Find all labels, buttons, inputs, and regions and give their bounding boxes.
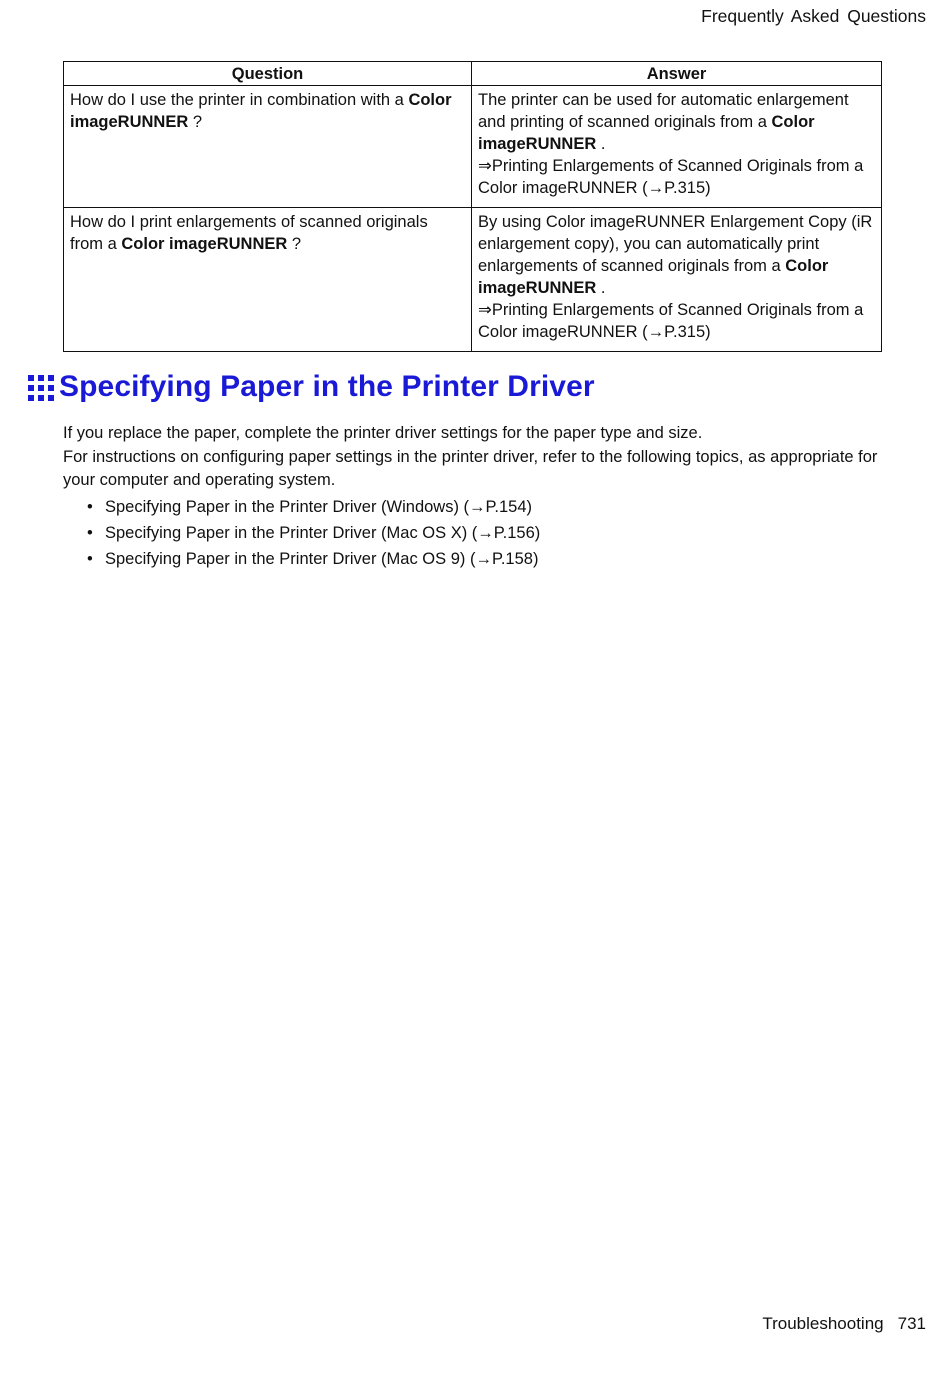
question-product-name: Color imageRUNNER (121, 235, 288, 253)
column-header-question: Question (64, 62, 472, 86)
page-number: 731 (897, 1314, 926, 1333)
list-item[interactable] (87, 546, 540, 572)
answer-text: The printer can be used for automatic enlargement and printing of scanned originals from a (478, 91, 849, 131)
bullet-icon: • (87, 524, 93, 542)
grid-icon (28, 375, 54, 401)
question-text: How do I use the printer in combination with a (70, 91, 409, 109)
reference-link-text: Printing Enlargements of Scanned Originals from a Color imageRUNNER (478, 301, 864, 341)
table-row (64, 208, 882, 352)
topic-link[interactable]: Specifying Paper in the Printer Driver (Windows) (→P.154) (105, 498, 533, 516)
answer-cell (472, 86, 882, 208)
answer-product-name: Color imageRUNNER (478, 257, 829, 297)
reference-page: (→P.315) (642, 323, 711, 341)
column-header-answer: Answer (472, 62, 882, 86)
bullet-icon: • (87, 550, 93, 568)
reference-link[interactable] (478, 301, 863, 341)
answer-cell (472, 208, 882, 352)
table-row (64, 86, 882, 208)
section-body (63, 422, 893, 493)
reference-page: (→P.315) (642, 179, 711, 197)
reference-arrow-icon: ⇒ (478, 157, 492, 175)
table-header-row (64, 62, 882, 86)
question-cell (64, 208, 472, 352)
answer-text: By using Color imageRUNNER Enlargement Copy (iR enlargement copy), you can automatically print enlargements of scanned originals from a (478, 213, 873, 275)
answer-end: . (596, 135, 606, 153)
running-footer (762, 1314, 926, 1334)
reference-link-text: Printing Enlargements of Scanned Originals from a Color imageRUNNER (478, 157, 864, 197)
instructions-paragraph: For instructions on configuring paper settings in the printer driver, refer to the following topics, as appropriate for your computer and operating system. (63, 447, 878, 489)
list-item[interactable] (87, 494, 540, 520)
running-header: Frequently Asked Questions (701, 6, 926, 26)
reference-arrow-icon: ⇒ (478, 301, 492, 319)
reference-link[interactable] (478, 157, 863, 197)
footer-section-name: Troubleshooting (762, 1314, 884, 1333)
topic-list (87, 494, 540, 572)
intro-paragraph: If you replace the paper, complete the printer driver settings for the paper type and size. (63, 424, 703, 442)
section-heading (28, 370, 595, 404)
list-item[interactable] (87, 520, 540, 546)
question-cell (64, 86, 472, 208)
answer-end: . (596, 279, 606, 297)
bullet-icon: • (87, 498, 93, 516)
question-end: ? (188, 113, 203, 131)
topic-link[interactable]: Specifying Paper in the Printer Driver (Mac OS 9) (→P.158) (105, 550, 539, 568)
answer-product-name: Color imageRUNNER (478, 113, 815, 153)
section-title: Specifying Paper in the Printer Driver (59, 370, 595, 403)
faq-table (63, 61, 882, 352)
question-end: ? (287, 235, 302, 253)
question-product-name: Color imageRUNNER (70, 91, 452, 131)
topic-link[interactable]: Specifying Paper in the Printer Driver (Mac OS X) (→P.156) (105, 524, 541, 542)
question-text: How do I print enlargements of scanned originals from a (70, 213, 428, 253)
